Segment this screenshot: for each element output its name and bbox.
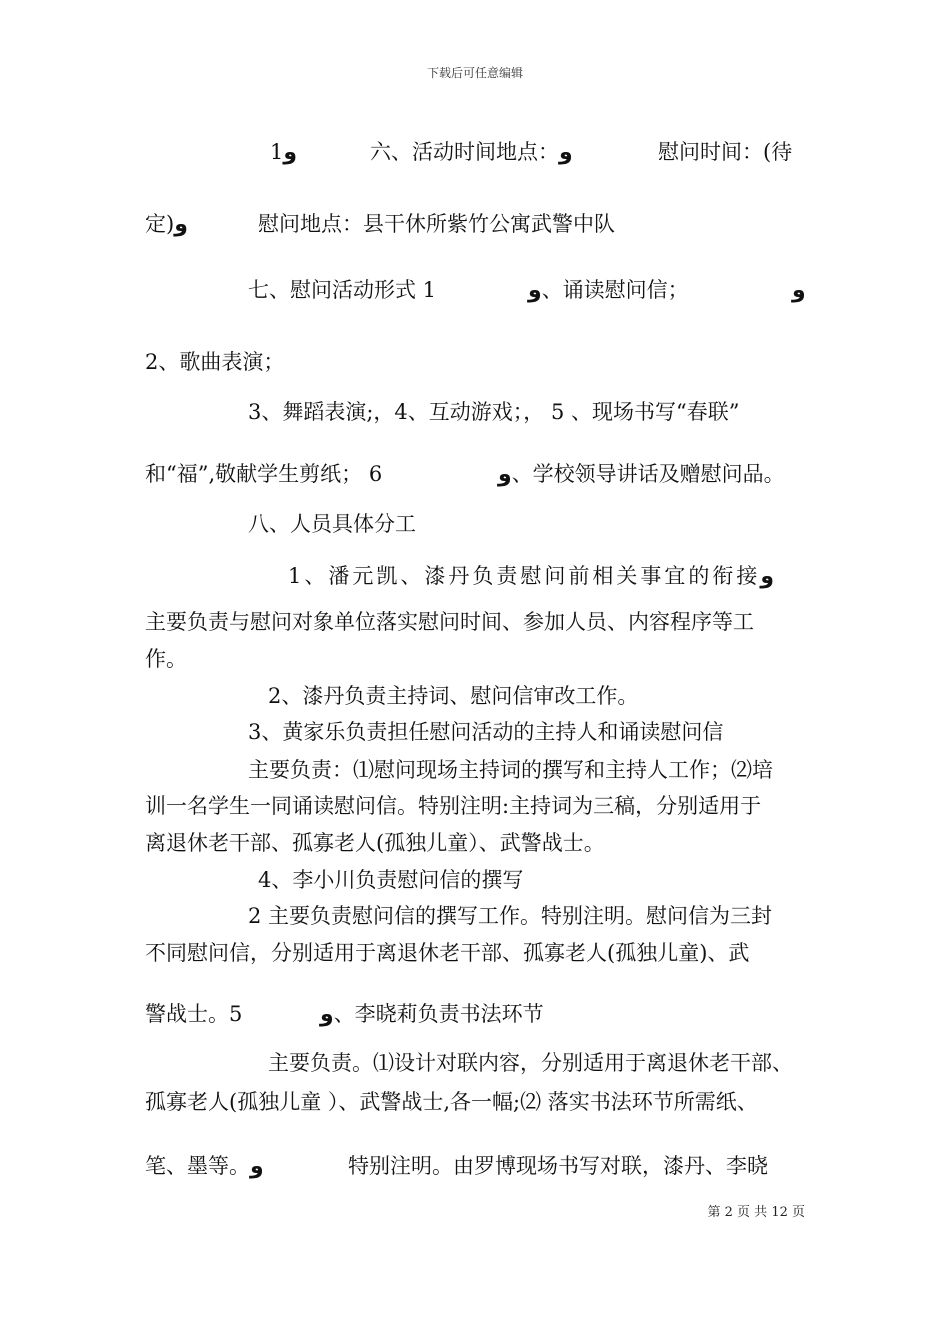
text-line: 2、漆丹负责主持词、慰问信审改工作。 [268,684,639,708]
text-line: و、李晓莉负责书法环节 [320,1002,544,1027]
section-heading-6: 六、活动时间地点：و [370,140,573,165]
text-line: 孤寡老人(孤独儿童 ）、武警战士,各一幅;⑵ 落实书法环节所需纸、 [145,1090,758,1114]
text-line: 不同慰问信，分别适用于离退休老干部、孤寡老人(孤独儿童)、武 [145,941,750,965]
text-line: 主要负责。⑴设计对联内容，分别适用于离退休老干部、 [268,1051,793,1075]
page-header: 下载后可任意编辑 [426,66,523,80]
glyph-mark: و [760,564,775,589]
text-line: 3、黄家乐负责担任慰问活动的主持人和诵读慰问信 [248,720,724,744]
text-line: و、学校领导讲话及赠慰问品。 [498,462,785,487]
glyph-mark: و [528,278,542,303]
section-heading-8: 八、人员具体分工 [248,512,416,536]
text-line: 特别注明。由罗博现场书写对联，漆丹、李晓 [348,1154,768,1178]
text-line: 训一名学生一同诵读慰问信。特别注明:主持词为三稿，分别适用于 [145,794,762,818]
glyph-mark: و [250,1154,264,1179]
text-line: 4、李小川负责慰问信的撰写 [258,868,524,892]
text-line: 和“福”,敬献学生剪纸； 6 [145,462,383,486]
text-line: 1و [270,140,298,165]
text-line: 离退休老干部、孤寡老人(孤独儿童）、武警战士。 [145,831,605,855]
text-line: 2、歌曲表演； [145,350,285,374]
glyph-mark: و [559,140,573,165]
text-line: 作。 [145,647,187,671]
page-number: 第 2 页 共 12 页 [707,1205,805,1220]
glyph-mark: و [320,1002,334,1027]
text-line: 主要负责：⑴慰问现场主持词的撰写和主持人工作；⑵培 [248,758,773,782]
section-heading-7: 七、慰问活动形式 1 [248,278,437,302]
text-line: 2 主要负责慰问信的撰写工作。特别注明。慰问信为三封 [248,904,773,928]
glyph-mark: و [792,278,806,303]
glyph-mark: و [283,140,298,165]
text-line: 慰问地点：县干休所紫竹公寓武警中队 [258,212,615,236]
text-line: و、诵读慰问信； [528,278,689,303]
text-line: 警战士。5 [145,1002,243,1026]
text-line: 3、舞蹈表演;，4、互动游戏；， 5 、现场书写“春联” [248,400,740,424]
glyph-mark: و [174,212,188,237]
text-line: 1、潘元凯、漆丹负责慰问前相关事宜的衔接و [288,564,775,589]
text-line: 笔、墨等。و [145,1154,264,1179]
glyph-mark: و [498,462,512,487]
text-line: 慰问时间：(待 [658,140,793,164]
text-line [792,276,806,305]
text-line: 主要负责与慰问对象单位落实慰问时间、参加人员、内容程序等工 [145,610,754,634]
text-line: 定)و [145,212,188,237]
